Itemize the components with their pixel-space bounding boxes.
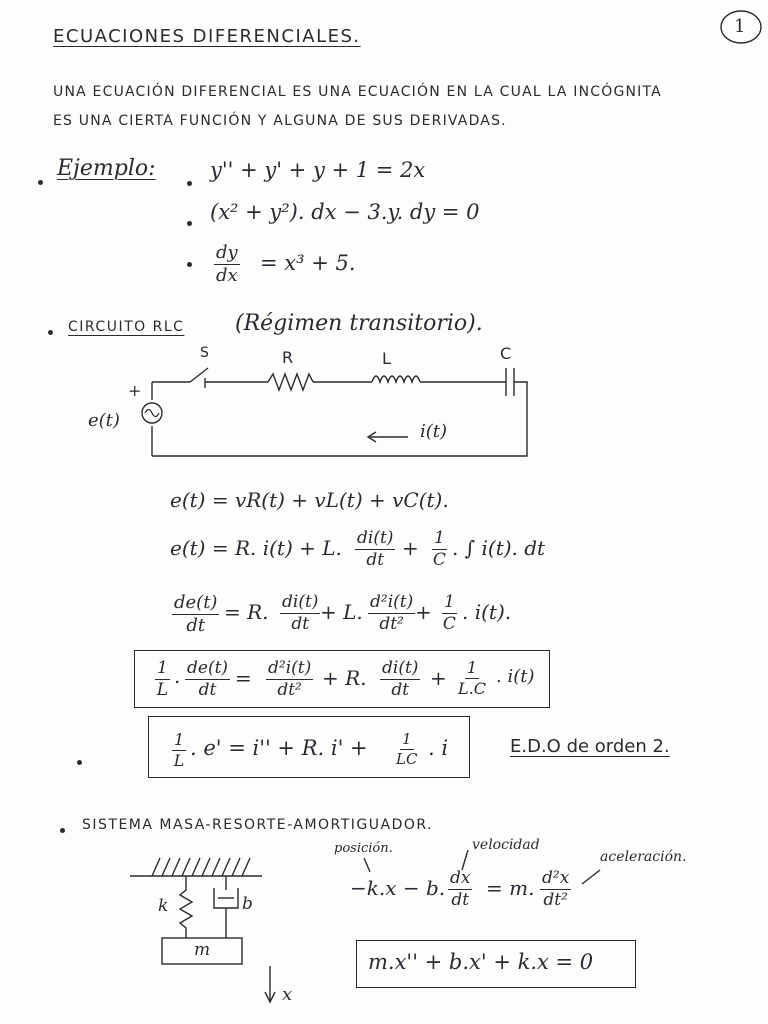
rlc-equation-2-lhs: e(t) = R. i(t) + L. [170, 536, 342, 560]
fraction-denominator: dt [198, 680, 217, 700]
fraction-denominator: dt² [543, 890, 568, 910]
label-b: b [242, 894, 253, 914]
example-2: (x² + y²). dx − 3.y. dy = 0 [210, 200, 480, 224]
annotation-velocity: velocidad [472, 837, 540, 853]
annotation-tick [462, 850, 468, 870]
fraction-denominator: LC [396, 750, 418, 768]
ceiling-hatch [152, 858, 250, 876]
fraction-denominator: dt [451, 890, 470, 910]
label-inductor: L [382, 349, 391, 368]
dot: . [174, 664, 181, 688]
fraction-numerator: di(t) [382, 658, 419, 678]
fraction-numerator: de(t) [174, 592, 218, 613]
edo-label: E.D.O de orden 2. [510, 736, 670, 757]
label-mass: m [194, 940, 211, 960]
label-plus: + [128, 381, 142, 400]
rlc-heading: CIRCUITO RLC [68, 319, 185, 335]
rlc-equation-5-tail: . i [428, 736, 449, 760]
rlc-equation-1: e(t) = vR(t) + vL(t) + vC(t). [170, 488, 449, 512]
plus-sign: + [430, 666, 447, 690]
example-1: y'' + y' + y + 1 = 2x [210, 158, 426, 182]
annotation-position: posición. [334, 841, 393, 856]
fraction-denominator: L [173, 751, 185, 770]
mass-spring-final-equation: m.x'' + b.x' + k.x = 0 [368, 950, 594, 974]
definition-line-1: UNA ECUACIÓN DIFERENCIAL ES UNA ECUACIÓN EN LA CUAL LA INCÓGNITA [53, 84, 662, 100]
fraction-numerator: di(t) [282, 592, 319, 612]
fraction-denominator: dt² [379, 614, 404, 634]
label-switch: S [200, 345, 209, 361]
fraction-denominator: dt² [277, 680, 302, 700]
label-current: i(t) [420, 421, 448, 442]
label-k: k [158, 896, 169, 916]
label-x: x [282, 984, 293, 1005]
fraction-numerator: dy [216, 242, 238, 263]
example-label: Ejemplo: [57, 156, 156, 181]
annotation-tick [364, 858, 370, 872]
annotation-acceleration: aceleración. [600, 849, 687, 865]
fraction-denominator: dt [291, 614, 310, 634]
fraction-numerator: 1 [401, 730, 412, 748]
fraction-numerator: de(t) [187, 658, 229, 678]
fraction-numerator: d²i(t) [370, 592, 414, 612]
fraction-numerator: 1 [157, 658, 168, 678]
rlc-equation-4-tail: . i(t) [496, 666, 535, 687]
page-number: 1 [734, 16, 746, 37]
fraction-numerator: 1 [466, 658, 478, 677]
page-title: ECUACIONES DIFERENCIALES. [53, 26, 361, 47]
plus-sign: + [415, 600, 432, 624]
fraction-numerator: dx [450, 868, 471, 888]
rlc-equation-5-mid: . e' = i'' + R. i' + [190, 736, 368, 760]
label-capacitor: C [500, 344, 512, 363]
fraction-denominator: L [156, 680, 169, 700]
rlc-equation-3-tail: . i(t). [462, 600, 512, 624]
fraction-denominator: dx [216, 265, 238, 286]
fraction-denominator: dt [366, 550, 385, 570]
example-3-rest: = x³ + 5. [260, 251, 356, 275]
rlc-equation-3-mid: = R. [224, 600, 269, 624]
plus-sign: + [402, 536, 419, 560]
fraction-denominator: C [432, 550, 446, 570]
rlc-subtitle: (Régimen transitorio). [235, 311, 483, 336]
equals-sign: = [235, 666, 252, 690]
fraction-denominator: dt [186, 615, 206, 636]
definition-line-2: ES UNA CIERTA FUNCIÓN Y ALGUNA DE SUS DERIVADAS. [53, 113, 507, 129]
mass-spring-equation-left: −k.x − b. [350, 876, 446, 900]
fraction-numerator: 1 [444, 592, 455, 612]
fraction [540, 870, 571, 909]
label-source: e(t) [88, 410, 120, 431]
spring-icon [180, 876, 192, 938]
fraction-numerator: d²i(t) [268, 658, 312, 678]
rlc-equation-2-tail: . ∫ i(t). dt [452, 536, 546, 560]
mass-spring-equation-mid: = m. [486, 876, 535, 900]
fraction-numerator: di(t) [357, 528, 394, 548]
rlc-equation-4-mid: + R. [322, 666, 367, 690]
fraction-denominator: C [442, 614, 456, 634]
label-resistor: R [282, 348, 294, 367]
fraction [448, 870, 472, 909]
fraction-denominator: dt [391, 680, 410, 700]
fraction-numerator: 1 [434, 528, 445, 548]
annotation-tick [582, 870, 600, 884]
fraction-denominator: L.C [458, 679, 486, 698]
rlc-equation-3-mid: + L. [320, 600, 363, 624]
fraction-numerator: 1 [174, 730, 185, 749]
fraction-numerator: d²x [542, 868, 570, 888]
mass-spring-heading: SISTEMA MASA-RESORTE-AMORTIGUADOR. [82, 817, 434, 833]
